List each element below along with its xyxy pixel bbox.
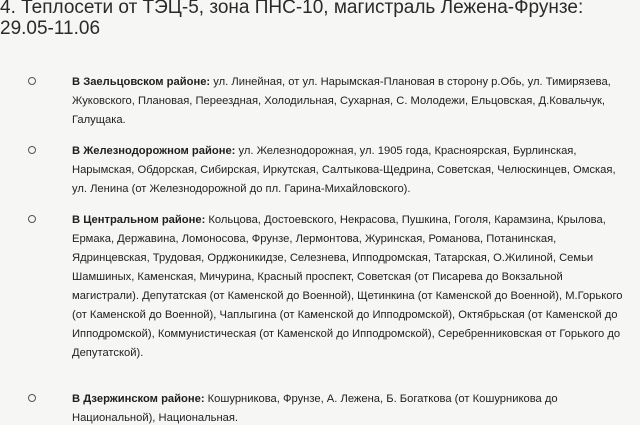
list-bullet-icon bbox=[28, 394, 36, 402]
list-item-text bbox=[72, 390, 624, 425]
list-bullet-icon bbox=[28, 146, 36, 154]
street-list: Кольцова, Достоевского, Некрасова, Пушкина, Гоголя, Карамзина, Крылова, Ермака, Державина, Ломоносова, Фрунзе, Лермонтова, Журинская, Романова, Потанинская, Ядринцевская, Трудовая, Орджоникидзе, Селезнева, Ипподромская, Татарская, О.Жилиной, Семьи Шамшиных, Каменская, Мичурина, Красный проспект, Советская (от Писарева до Вокзальной магистрали). Депутатская (от Каменской до Военной), Щетинкина (от Каменской до Военной), М.Горького (от Каменской до Военной), Чаплыгина (от Каменской до Ипподромской), Октябрьская (от Каменской до Ипподромской), Коммунистическая (от Каменской до Ипподромской), Серебренниковская от Горького до Депутатской). bbox=[72, 214, 623, 359]
district-name: В Железнодорожном районе: bbox=[72, 145, 236, 157]
district-name: В Дзержинском районе: bbox=[72, 393, 205, 405]
street-list: ул. Железнодорожная, ул. 1905 года, Красноярская, Бурлинская, Нарымская, Обдорская, Сибирская, Иркутская, Салтыкова-Щедрина, Советская, Челюскинцев, Омская, ул. Ленина (от Железнодорожной до пл. Гарина-Михайловского). bbox=[72, 145, 616, 195]
list-item-text bbox=[72, 73, 624, 130]
street-list: ул. Линейная, от ул. Нарымская-Плановая в сторону р.Обь, ул. Тимирязева, Жуковского, Плановая, Переездная, Холодильная, Сухарная, С. Молодежи, Ельцовская, Д.Ковальчук, Галущака. bbox=[72, 76, 611, 126]
district-name: В Заельцовском районе: bbox=[72, 76, 211, 88]
district-name: В Центральном районе: bbox=[72, 214, 206, 226]
list-item-text bbox=[72, 211, 624, 363]
list-bullet-icon bbox=[28, 77, 36, 85]
list-item-text bbox=[72, 142, 624, 199]
street-list: Кошурникова, Фрунзе, А. Лежена, Б. Богаткова (от Кошурникова до Национальной), Национальная. bbox=[72, 393, 558, 424]
section-heading: 4. Теплосети от ТЭЦ-5, зона ПНС-10, магистраль Лежена-Фрунзе: 29.05-11.06 bbox=[0, 0, 584, 39]
list-bullet-icon bbox=[28, 215, 36, 223]
